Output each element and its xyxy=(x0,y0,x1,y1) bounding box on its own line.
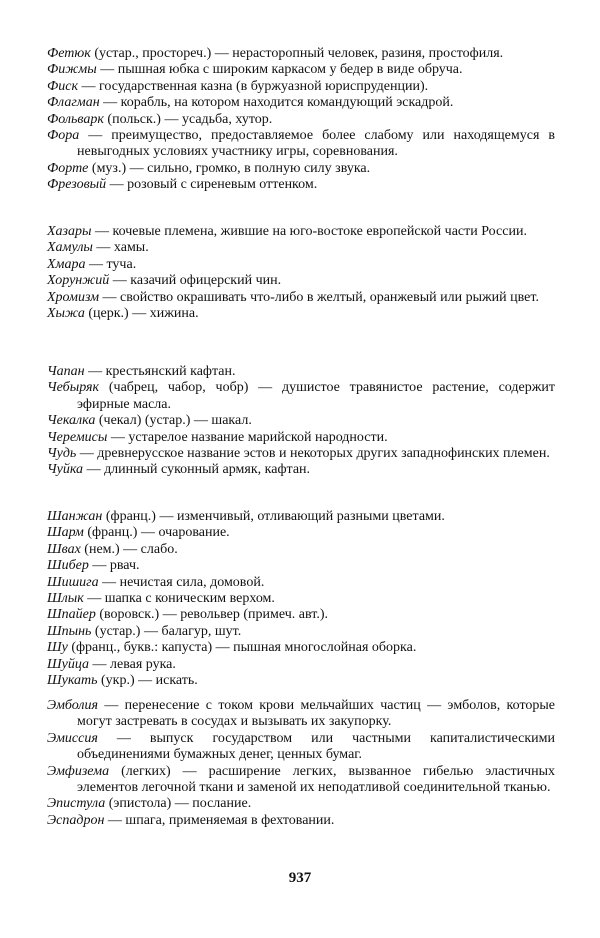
glossary-entry xyxy=(47,257,555,273)
glossary-entry xyxy=(47,290,555,306)
glossary-entry xyxy=(47,673,555,689)
glossary-entry xyxy=(47,640,555,656)
entry-term: Хорунжий xyxy=(47,273,110,289)
glossary-section-kh xyxy=(47,224,555,322)
entry-definition: (муз.) — сильно, громко, в полную силу звука. xyxy=(88,160,371,176)
entry-definition: — государственная казна (в буржуазной юриспруденции). xyxy=(78,78,429,94)
glossary-section-e xyxy=(47,698,555,829)
entry-definition: (нем.) — слабо. xyxy=(80,541,178,557)
glossary-entry xyxy=(47,731,555,764)
glossary-entry xyxy=(47,813,555,829)
entry-definition: (эпистола) — послание. xyxy=(105,796,252,812)
entry-term: Хромизм xyxy=(47,289,100,305)
entry-definition: — длинный суконный армяк, кафтан. xyxy=(83,462,311,478)
entry-term: Форте xyxy=(47,160,89,176)
glossary-entry xyxy=(47,240,555,256)
entry-term: Шпайер xyxy=(47,607,96,623)
glossary-section-f xyxy=(47,46,555,194)
entry-term: Чудь xyxy=(47,446,77,462)
glossary-entry xyxy=(47,430,555,446)
entry-term: Эпистула xyxy=(47,796,106,812)
glossary-entry xyxy=(47,607,555,623)
entry-definition: (устар., простореч.) — нерасторопный человек, разиня, простофиля. xyxy=(90,46,504,61)
glossary-entry xyxy=(47,542,555,558)
entry-term: Шпынь xyxy=(47,623,92,639)
glossary-entry xyxy=(47,161,555,177)
entry-definition: (легких) — расширение легких, вызванное гибелью эластичных элементов легочной ткани и заменой их неподатливой соединительной тканью. xyxy=(77,763,555,796)
entry-term: Шишига xyxy=(47,574,99,590)
entry-term: Фетюк xyxy=(47,46,91,61)
entry-definition: — хамы. xyxy=(92,240,149,256)
glossary-entry xyxy=(47,273,555,289)
entry-term: Чекалка xyxy=(47,413,96,429)
glossary-entry xyxy=(47,177,555,193)
entry-term: Чапан xyxy=(47,364,85,379)
entry-definition: — кочевые племена, жившие на юго-востоке европейской части России. xyxy=(91,224,527,239)
glossary-entry xyxy=(47,128,555,161)
entry-definition: — казачий офицерский чин. xyxy=(109,273,282,289)
entry-term: Шу xyxy=(47,640,68,656)
entry-term: Фора xyxy=(47,128,80,144)
entry-term: Эмболия xyxy=(47,698,99,713)
glossary-section-sh xyxy=(47,509,555,689)
entry-definition: — древнерусское название эстов и некоторых других западнофинских племен. xyxy=(76,446,550,462)
glossary-entry xyxy=(47,657,555,673)
entry-term: Шлык xyxy=(47,591,84,607)
entry-definition: (устар.) — балагур, шут. xyxy=(91,623,242,639)
entry-definition: (церк.) — хижина. xyxy=(84,306,199,322)
glossary-entry xyxy=(47,462,555,478)
entry-definition: (чабрец, чабор, чобр) — душистое травянистое растение, содержит эфирные масла. xyxy=(77,380,555,412)
entry-term: Черемисы xyxy=(47,429,108,445)
entry-definition: (франц.) — очарование. xyxy=(83,525,230,541)
entry-definition: (воровск.) — револьвер (примеч. авт.). xyxy=(95,607,328,623)
glossary-entry xyxy=(47,446,555,462)
entry-term: Шибер xyxy=(47,558,89,574)
entry-term: Шанжан xyxy=(47,509,103,524)
glossary-entry xyxy=(47,575,555,591)
entry-term: Чуйка xyxy=(47,462,84,478)
glossary-entry xyxy=(47,79,555,95)
glossary-entry xyxy=(47,509,555,525)
glossary-entry xyxy=(47,62,555,78)
glossary-section-ch xyxy=(47,364,555,479)
entry-term: Фольварк xyxy=(47,111,104,127)
glossary-entry xyxy=(47,306,555,322)
entry-term: Шукать xyxy=(47,673,98,689)
entry-definition: (франц.) — изменчивый, отливающий разными цветами. xyxy=(102,509,445,524)
entry-term: Шарм xyxy=(47,525,84,541)
glossary-entry xyxy=(47,558,555,574)
entry-definition: — свойство окрашивать что-либо в желтый, оранжевый или рыжий цвет. xyxy=(99,289,539,305)
entry-definition: — корабль, на котором находится командующий эскадрой. xyxy=(99,95,454,111)
glossary-entry xyxy=(47,525,555,541)
entry-definition: — перенесение с током крови мельчайших частиц — эмболов, которые могут застревать в сосудах и вызывать их закупорку. xyxy=(77,698,555,730)
entry-definition: — шпага, применяемая в фехтовании. xyxy=(104,812,335,828)
entry-definition: — шапка с коническим верхом. xyxy=(83,591,275,607)
entry-definition: (укр.) — искать. xyxy=(97,673,198,689)
entry-term: Эмфизема xyxy=(47,763,110,779)
entry-definition: — розовый с сиреневым оттенком. xyxy=(106,177,318,193)
entry-definition: — пышная юбка с широким каркасом у бедер в виде обруча. xyxy=(96,62,463,78)
entry-definition: — нечистая сила, домовой. xyxy=(98,574,265,590)
entry-definition: — туча. xyxy=(85,256,137,272)
entry-term: Хмара xyxy=(47,256,86,272)
glossary-entry xyxy=(47,380,555,413)
entry-term: Эспадрон xyxy=(47,812,105,828)
entry-definition: (чекал) (устар.) — шакал. xyxy=(95,413,252,429)
entry-definition: — преимущество, предоставляемое более слабому или находящемуся в невыгодных условиях участнику игры, соревнования. xyxy=(77,128,555,160)
entry-term: Фиск xyxy=(47,78,79,94)
entry-definition: — крестьянский кафтан. xyxy=(84,364,236,379)
glossary-entry xyxy=(47,698,555,731)
entry-term: Хазары xyxy=(47,224,92,239)
entry-term: Эмиссия xyxy=(47,730,98,746)
glossary-entry xyxy=(47,224,555,240)
entry-definition: (франц., букв.: капуста) — пышная многослойная оборка. xyxy=(67,640,417,656)
entry-term: Флагман xyxy=(47,95,100,111)
entry-term: Шуйца xyxy=(47,656,89,672)
glossary-entry xyxy=(47,364,555,380)
entry-term: Хамулы xyxy=(47,240,93,256)
glossary-entry xyxy=(47,95,555,111)
glossary-entry xyxy=(47,46,555,62)
entry-term: Фижмы xyxy=(47,62,97,78)
page-number: 937 xyxy=(288,870,312,886)
entry-definition: — рвач. xyxy=(88,558,140,574)
entry-term: Чебыряк xyxy=(47,380,100,396)
entry-definition: — устарелое название марийской народности. xyxy=(107,429,388,445)
glossary-entry xyxy=(47,591,555,607)
entry-term: Швах xyxy=(47,541,81,557)
glossary-entry xyxy=(47,413,555,429)
glossary-entry xyxy=(47,624,555,640)
entry-definition: — левая рука. xyxy=(89,656,176,672)
entry-term: Фрезовый xyxy=(47,177,107,193)
entry-definition: (польск.) — усадьба, хутор. xyxy=(103,111,273,127)
glossary-entry xyxy=(47,764,555,797)
glossary-entry xyxy=(47,796,555,812)
glossary-entry xyxy=(47,112,555,128)
entry-definition: — выпуск государством или частными капиталистическими объединениями бумажных денег, ценных бумаг. xyxy=(77,730,555,763)
entry-term: Хыжа xyxy=(47,306,85,322)
